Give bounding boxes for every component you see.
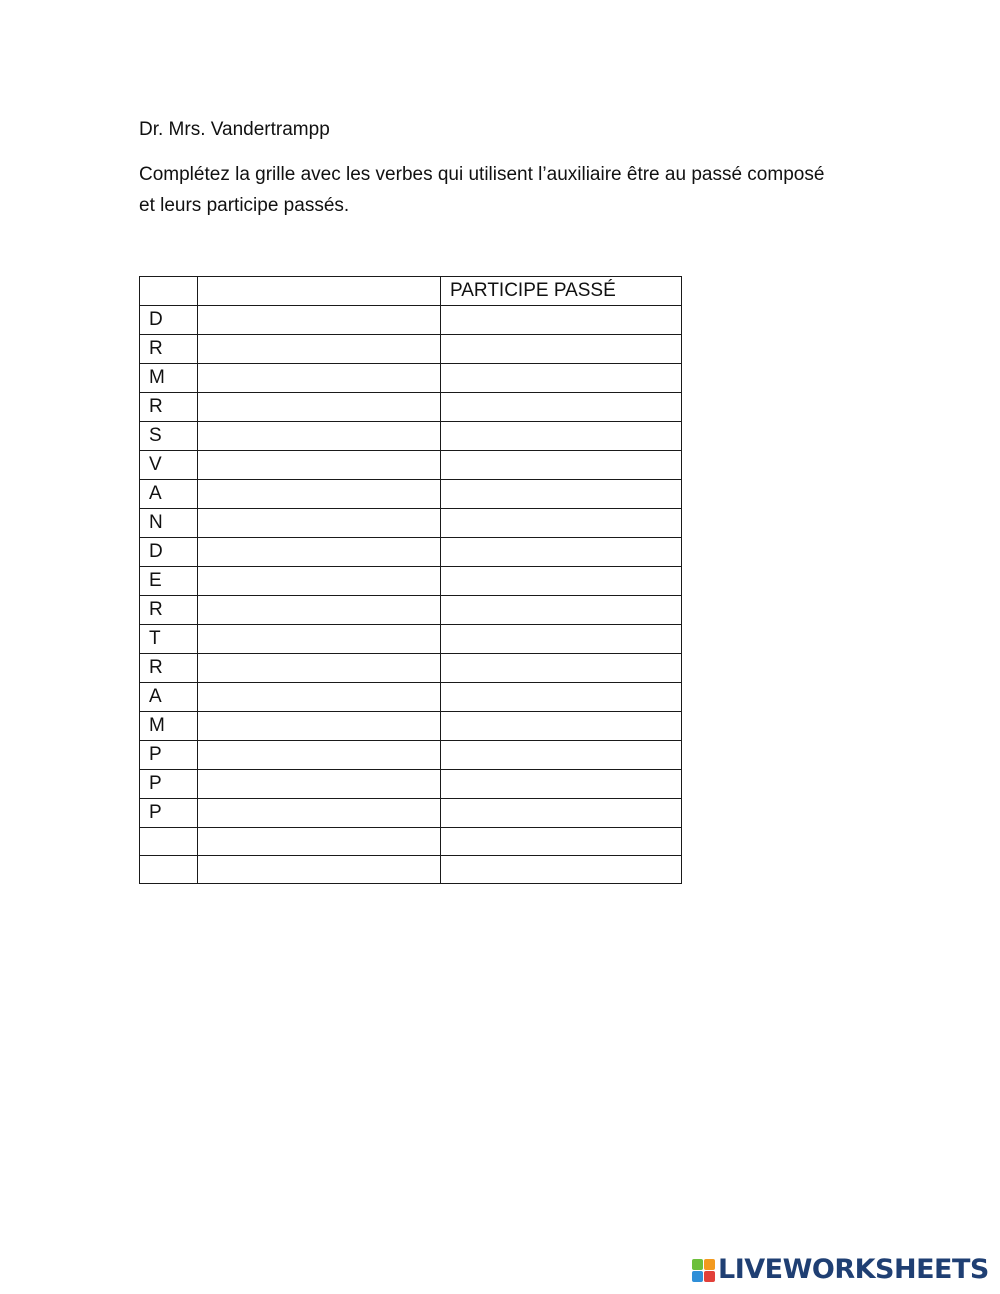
instructions-text: Complétez la grille avec les verbes qui utilisent l’auxiliaire être au passé composé et leurs participe passés. <box>139 164 825 216</box>
table-row <box>140 451 682 480</box>
letter-cell: V <box>140 451 198 480</box>
letter-cell: P <box>140 799 198 828</box>
table-row <box>140 770 682 799</box>
participe-cell[interactable] <box>441 451 682 480</box>
verb-cell[interactable] <box>198 364 441 393</box>
table-row <box>140 799 682 828</box>
table-row <box>140 393 682 422</box>
participe-cell[interactable] <box>441 625 682 654</box>
participe-cell[interactable] <box>441 596 682 625</box>
verb-cell[interactable] <box>198 625 441 654</box>
verb-cell[interactable] <box>198 596 441 625</box>
logo-tile-red <box>704 1271 715 1282</box>
letter-cell: S <box>140 422 198 451</box>
letter-cell: R <box>140 393 198 422</box>
table-row <box>140 306 682 335</box>
logo-tile-green <box>692 1259 703 1270</box>
participe-cell[interactable] <box>441 654 682 683</box>
letter-cell: M <box>140 712 198 741</box>
participe-cell[interactable] <box>441 480 682 509</box>
verb-grid-body <box>140 277 682 884</box>
table-row <box>140 856 682 884</box>
verb-cell[interactable] <box>198 422 441 451</box>
liveworksheets-logo-icon <box>692 1259 715 1282</box>
table-row <box>140 683 682 712</box>
participe-cell[interactable] <box>441 712 682 741</box>
table-row <box>140 828 682 856</box>
verb-cell[interactable] <box>198 654 441 683</box>
participe-cell[interactable] <box>441 422 682 451</box>
verb-cell[interactable] <box>198 393 441 422</box>
table-row <box>140 538 682 567</box>
table-row <box>140 567 682 596</box>
letter-cell <box>140 856 198 884</box>
participe-cell[interactable] <box>441 567 682 596</box>
verb-cell[interactable] <box>198 451 441 480</box>
letter-cell: M <box>140 364 198 393</box>
letter-cell: D <box>140 306 198 335</box>
brand-name: LIVEWORKSHEETS <box>718 1254 989 1285</box>
verb-cell[interactable] <box>198 335 441 364</box>
header-cell-letter <box>140 277 198 306</box>
header-cell-verb <box>198 277 441 306</box>
verb-cell[interactable] <box>198 480 441 509</box>
grid-header-row <box>140 277 682 306</box>
table-row <box>140 741 682 770</box>
verb-cell[interactable] <box>198 712 441 741</box>
letter-cell: P <box>140 770 198 799</box>
verb-cell[interactable] <box>198 509 441 538</box>
table-row <box>140 712 682 741</box>
participe-cell[interactable] <box>441 509 682 538</box>
letter-cell: R <box>140 596 198 625</box>
letter-cell: P <box>140 741 198 770</box>
verb-cell[interactable] <box>198 799 441 828</box>
page-title: Dr. Mrs. Vandertrampp <box>139 119 330 140</box>
participe-cell[interactable] <box>441 538 682 567</box>
verb-cell[interactable] <box>198 856 441 884</box>
participe-cell[interactable] <box>441 364 682 393</box>
participe-cell[interactable] <box>441 770 682 799</box>
verb-grid <box>139 276 682 884</box>
letter-cell: R <box>140 335 198 364</box>
letter-cell: A <box>140 683 198 712</box>
logo-tile-orange <box>704 1259 715 1270</box>
verb-cell[interactable] <box>198 567 441 596</box>
logo-tile-blue <box>692 1271 703 1282</box>
table-row <box>140 596 682 625</box>
participe-cell[interactable] <box>441 828 682 856</box>
letter-cell: A <box>140 480 198 509</box>
letter-cell <box>140 828 198 856</box>
table-row <box>140 654 682 683</box>
table-row <box>140 422 682 451</box>
letter-cell: T <box>140 625 198 654</box>
table-row <box>140 625 682 654</box>
letter-cell: N <box>140 509 198 538</box>
table-row <box>140 335 682 364</box>
participe-cell[interactable] <box>441 741 682 770</box>
verb-cell[interactable] <box>198 770 441 799</box>
participe-cell[interactable] <box>441 335 682 364</box>
liveworksheets-brand <box>692 1256 989 1284</box>
participe-cell[interactable] <box>441 393 682 422</box>
letter-cell: R <box>140 654 198 683</box>
table-row <box>140 480 682 509</box>
participe-cell[interactable] <box>441 856 682 884</box>
verb-cell[interactable] <box>198 538 441 567</box>
verb-cell[interactable] <box>198 683 441 712</box>
header-cell-participe-passe: PARTICIPE PASSÉ <box>441 277 682 306</box>
table-row <box>140 509 682 538</box>
verb-cell[interactable] <box>198 828 441 856</box>
verb-cell[interactable] <box>198 741 441 770</box>
letter-cell: D <box>140 538 198 567</box>
letter-cell: E <box>140 567 198 596</box>
participe-cell[interactable] <box>441 306 682 335</box>
table-row <box>140 364 682 393</box>
verb-cell[interactable] <box>198 306 441 335</box>
participe-cell[interactable] <box>441 683 682 712</box>
participe-cell[interactable] <box>441 799 682 828</box>
